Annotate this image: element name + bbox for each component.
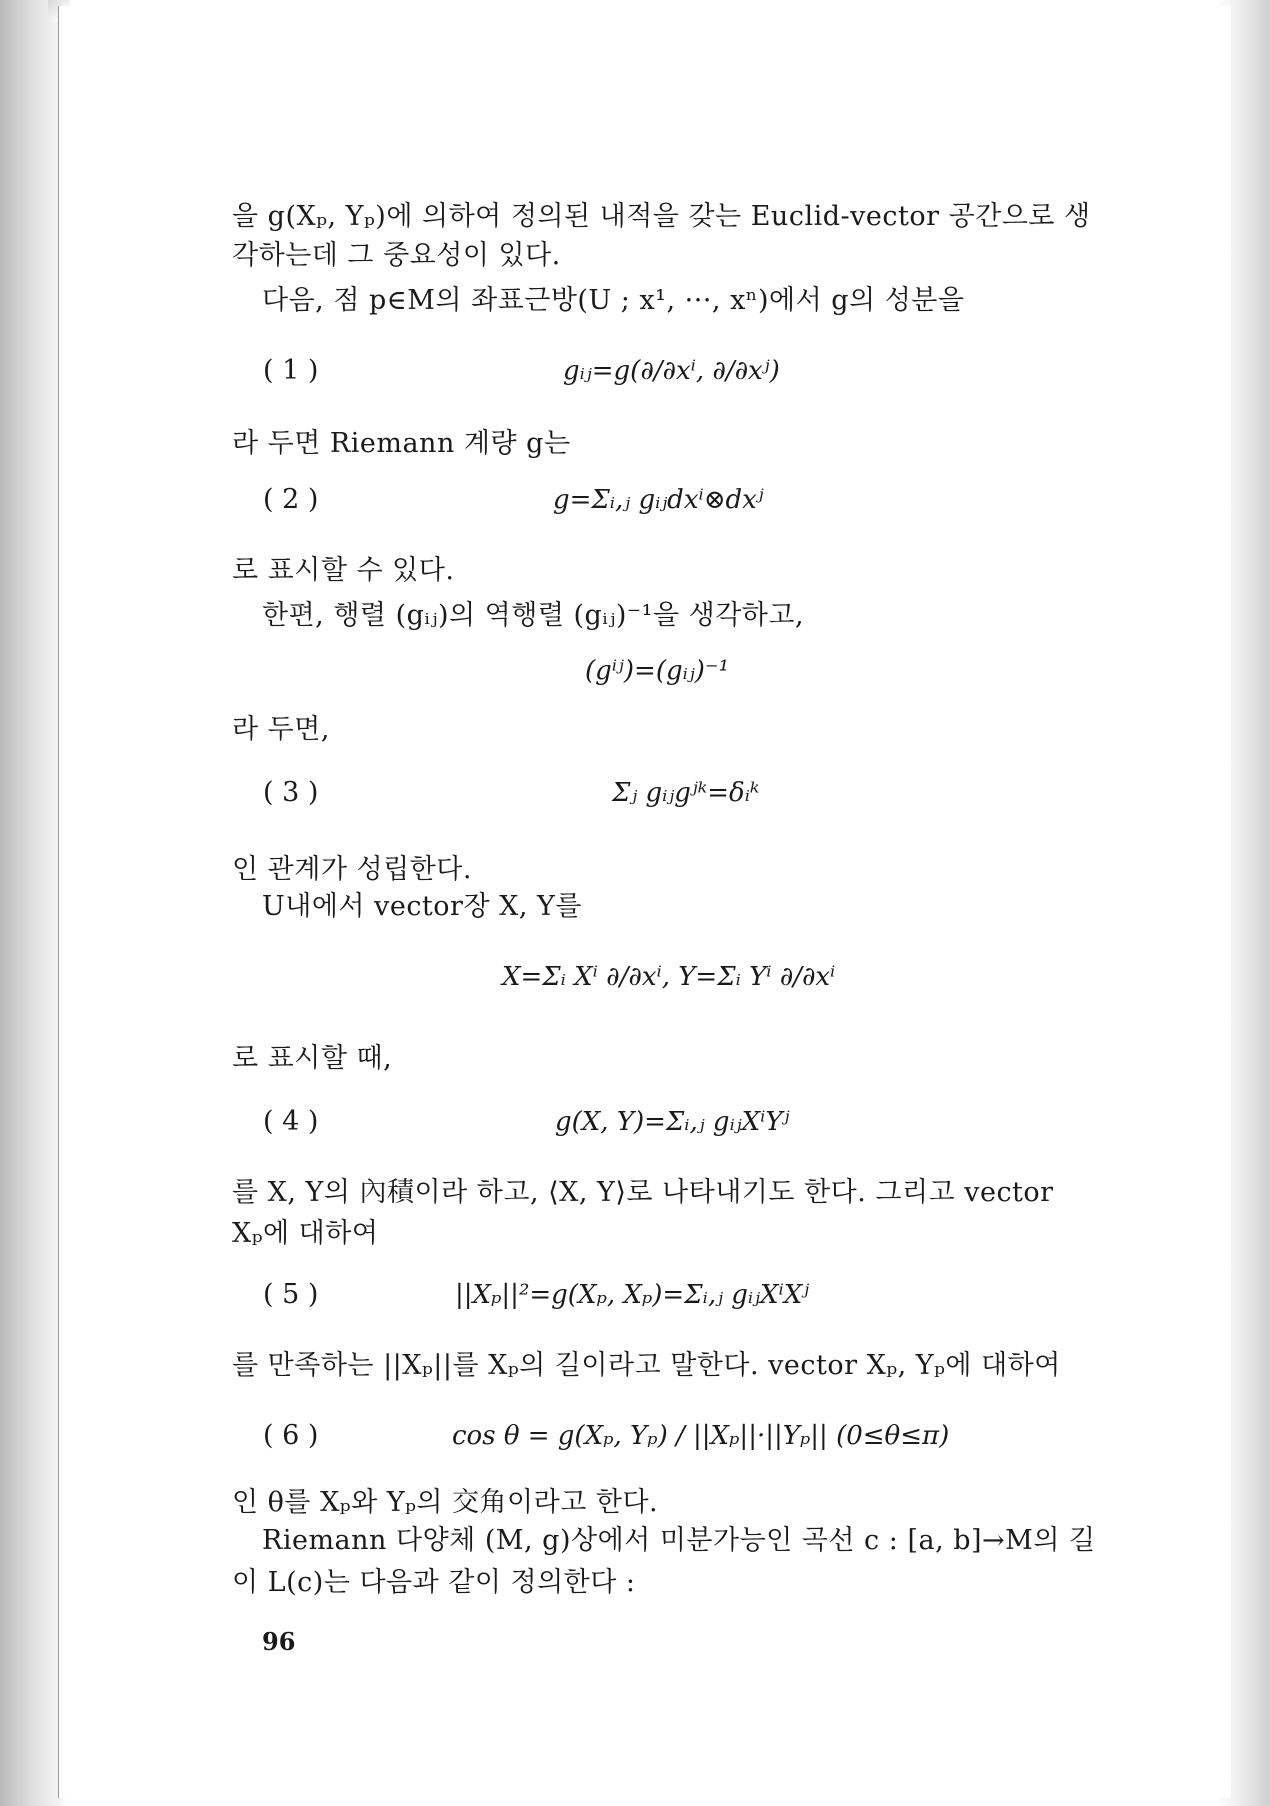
text-line-8: 인 관계가 성립한다. [232,854,472,885]
equation-number-4: ( 4 ) [263,1106,319,1137]
text-line-5: 로 표시할 수 있다. [232,555,455,586]
text-line-9: U내에서 vector장 X, Y를 [262,891,582,922]
text-line-12: Xₚ에 대하여 [232,1218,379,1249]
text-line-7: 라 두면, [232,714,330,745]
equation-6: cos θ = g(Xₚ, Yₚ) / ||Xₚ||·||Yₚ|| (0≤θ≤π) [452,1421,950,1451]
equation-number-5: ( 5 ) [263,1279,319,1310]
equation-number-3: ( 3 ) [263,777,319,808]
equation-number-2: ( 2 ) [263,484,319,515]
page-number: 96 [262,1627,296,1656]
text-line-13: 를 만족하는 ||Xₚ||를 Xₚ의 길이라고 말한다. vector Xₚ, Yₚ에 대하여 [232,1350,1061,1381]
equation-5: ||Xₚ||²=g(Xₚ, Xₚ)=Σᵢ,ⱼ gᵢⱼXⁱXʲ [455,1280,810,1310]
text-line-16: 이 L(c)는 다음과 같이 정의한다 : [232,1567,636,1598]
text-line-2: 각하는데 그 중요성이 있다. [232,240,561,271]
equation-2: g=Σᵢ,ⱼ gᵢⱼdxⁱ⊗dxʲ [553,485,764,515]
text-line-1: 을 g(Xₚ, Yₚ)에 의하여 정의된 내적을 갖는 Euclid-vector 공간으로 생 [232,201,1091,232]
text-line-14: 인 θ를 Xₚ와 Yₚ의 交角이라고 한다. [232,1487,659,1518]
text-line-10: 로 표시할 때, [232,1043,393,1074]
equation-3: Σⱼ gᵢⱼgʲᵏ=δᵢᵏ [612,778,760,808]
text-line-6: 한편, 행렬 (gᵢⱼ)의 역행렬 (gᵢⱼ)⁻¹을 생각하고, [262,600,805,631]
text-line-4: 라 두면 Riemann 계량 g는 [232,428,571,459]
equation-1: gᵢⱼ=g(∂/∂xⁱ, ∂/∂xʲ) [563,356,780,386]
text-line-3: 다음, 점 p∈M의 좌표근방(U ; x¹, ···, xⁿ)에서 g의 성분을 [262,285,965,316]
vector-field-expressions: X=Σᵢ Xⁱ ∂/∂xⁱ, Y=Σᵢ Yⁱ ∂/∂xⁱ [502,962,836,992]
equation-number-6: ( 6 ) [263,1420,319,1451]
text-line-15: Riemann 다양체 (M, g)상에서 미분가능인 곡선 c : [a, b]→M의 길 [262,1525,1096,1556]
equation-4: g(X, Y)=Σᵢ,ⱼ gᵢⱼXⁱYʲ [555,1107,790,1137]
inverse-metric-definition: (gⁱʲ)=(gᵢⱼ)⁻¹ [585,656,729,686]
text-line-11: 를 X, Y의 內積이라 하고, ⟨X, Y⟩로 나타내기도 한다. 그리고 vector [232,1177,1054,1208]
equation-number-1: ( 1 ) [263,355,319,386]
